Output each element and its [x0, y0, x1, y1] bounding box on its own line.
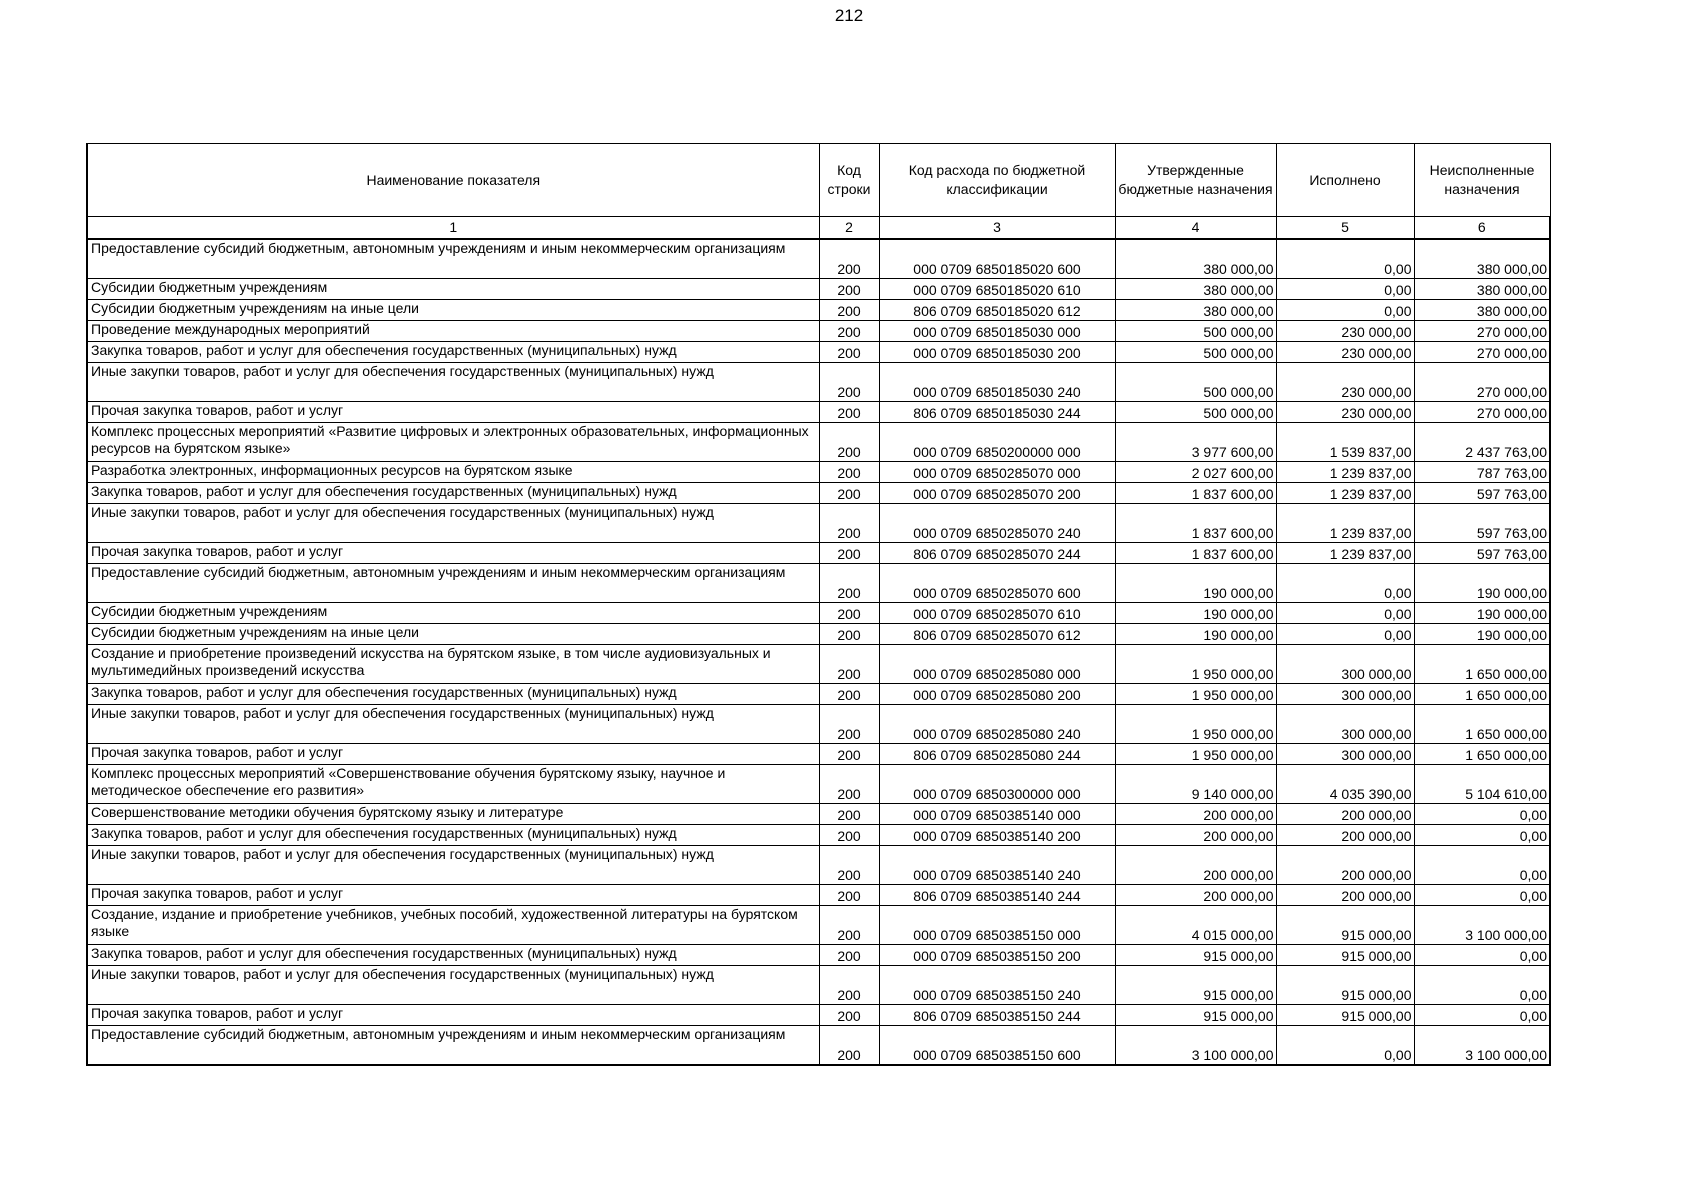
- indicator-name-cell: Предоставление субсидий бюджетным, автономным учреждениям и иным некоммерческим организациям: [87, 564, 819, 603]
- executed-amount-cell: 0,00: [1276, 279, 1414, 300]
- indicator-name-cell: Предоставление субсидий бюджетным, автономным учреждениям и иным некоммерческим организациям: [87, 239, 819, 279]
- table-row: [87, 705, 1550, 744]
- approved-amount-cell: 190 000,00: [1115, 564, 1276, 603]
- line-code-cell: 200: [819, 765, 879, 804]
- indicator-name-cell: Иные закупки товаров, работ и услуг для обеспечения государственных (муниципальных) нужд: [87, 504, 819, 543]
- approved-amount-cell: 3 977 600,00: [1115, 423, 1276, 462]
- line-code-cell: 200: [819, 483, 879, 504]
- indicator-name-cell: Иные закупки товаров, работ и услуг для обеспечения государственных (муниципальных) нужд: [87, 705, 819, 744]
- classification-code-cell: 000 0709 6850285080 240: [879, 705, 1115, 744]
- table-row: [87, 321, 1550, 342]
- table-row: [87, 825, 1550, 846]
- column-number: 6: [1414, 217, 1550, 240]
- approved-amount-cell: 380 000,00: [1115, 300, 1276, 321]
- classification-code-cell: 000 0709 6850385140 200: [879, 825, 1115, 846]
- unexecuted-amount-cell: 380 000,00: [1414, 300, 1550, 321]
- approved-amount-cell: 380 000,00: [1115, 239, 1276, 279]
- executed-amount-cell: 230 000,00: [1276, 363, 1414, 402]
- table-row: [87, 603, 1550, 624]
- approved-amount-cell: 915 000,00: [1115, 966, 1276, 1005]
- line-code-cell: 200: [819, 279, 879, 300]
- classification-code-cell: 806 0709 6850285080 244: [879, 744, 1115, 765]
- column-number: 1: [87, 217, 819, 240]
- executed-amount-cell: 4 035 390,00: [1276, 765, 1414, 804]
- executed-amount-cell: 200 000,00: [1276, 885, 1414, 906]
- unexecuted-amount-cell: 380 000,00: [1414, 239, 1550, 279]
- unexecuted-amount-cell: 787 763,00: [1414, 462, 1550, 483]
- line-code-cell: 200: [819, 543, 879, 564]
- table-row: [87, 966, 1550, 1005]
- line-code-cell: 200: [819, 321, 879, 342]
- classification-code-cell: 000 0709 6850285070 200: [879, 483, 1115, 504]
- indicator-name-cell: Создание и приобретение произведений искусства на бурятском языке, в том числе аудиовизуальных и мультимедийных произведений искусства: [87, 645, 819, 684]
- approved-amount-cell: 1 837 600,00: [1115, 543, 1276, 564]
- indicator-name-cell: Иные закупки товаров, работ и услуг для обеспечения государственных (муниципальных) нужд: [87, 363, 819, 402]
- classification-code-cell: 806 0709 6850385150 244: [879, 1005, 1115, 1026]
- classification-code-cell: 000 0709 6850385140 240: [879, 846, 1115, 885]
- unexecuted-amount-cell: 5 104 610,00: [1414, 765, 1550, 804]
- classification-code-cell: 000 0709 6850285070 000: [879, 462, 1115, 483]
- classification-code-cell: 806 0709 6850385140 244: [879, 885, 1115, 906]
- unexecuted-amount-cell: 0,00: [1414, 966, 1550, 1005]
- indicator-name-cell: Иные закупки товаров, работ и услуг для обеспечения государственных (муниципальных) нужд: [87, 966, 819, 1005]
- line-code-cell: 200: [819, 423, 879, 462]
- column-number: 3: [879, 217, 1115, 240]
- line-code-cell: 200: [819, 846, 879, 885]
- classification-code-cell: 000 0709 6850185020 610: [879, 279, 1115, 300]
- table-row: [87, 462, 1550, 483]
- classification-code-cell: 806 0709 6850285070 244: [879, 543, 1115, 564]
- table-row: [87, 1005, 1550, 1026]
- indicator-name-cell: Субсидии бюджетным учреждениям на иные цели: [87, 624, 819, 645]
- table-row: [87, 300, 1550, 321]
- column-number: 4: [1115, 217, 1276, 240]
- unexecuted-amount-cell: 270 000,00: [1414, 402, 1550, 423]
- classification-code-cell: 000 0709 6850285070 600: [879, 564, 1115, 603]
- unexecuted-amount-cell: 380 000,00: [1414, 279, 1550, 300]
- unexecuted-amount-cell: 597 763,00: [1414, 504, 1550, 543]
- approved-amount-cell: 200 000,00: [1115, 825, 1276, 846]
- executed-amount-cell: 200 000,00: [1276, 804, 1414, 825]
- executed-amount-cell: 0,00: [1276, 1026, 1414, 1066]
- indicator-name-cell: Субсидии бюджетным учреждениям: [87, 603, 819, 624]
- unexecuted-amount-cell: 0,00: [1414, 1005, 1550, 1026]
- executed-amount-cell: 915 000,00: [1276, 906, 1414, 945]
- table-row: [87, 846, 1550, 885]
- approved-amount-cell: 2 027 600,00: [1115, 462, 1276, 483]
- executed-amount-cell: 300 000,00: [1276, 684, 1414, 705]
- approved-amount-cell: 1 950 000,00: [1115, 705, 1276, 744]
- unexecuted-amount-cell: 1 650 000,00: [1414, 684, 1550, 705]
- line-code-cell: 200: [819, 462, 879, 483]
- executed-amount-cell: 0,00: [1276, 564, 1414, 603]
- indicator-name-cell: Закупка товаров, работ и услуг для обеспечения государственных (муниципальных) нужд: [87, 684, 819, 705]
- unexecuted-amount-cell: 190 000,00: [1414, 624, 1550, 645]
- unexecuted-amount-cell: 2 437 763,00: [1414, 423, 1550, 462]
- executed-amount-cell: 200 000,00: [1276, 825, 1414, 846]
- table-header: [87, 144, 1550, 240]
- executed-amount-cell: 0,00: [1276, 624, 1414, 645]
- classification-code-cell: 806 0709 6850185030 244: [879, 402, 1115, 423]
- table-row: [87, 885, 1550, 906]
- indicator-name-cell: Закупка товаров, работ и услуг для обеспечения государственных (муниципальных) нужд: [87, 945, 819, 966]
- indicator-name-cell: Предоставление субсидий бюджетным, автономным учреждениям и иным некоммерческим организациям: [87, 1026, 819, 1066]
- unexecuted-amount-cell: 270 000,00: [1414, 321, 1550, 342]
- executed-amount-cell: 230 000,00: [1276, 342, 1414, 363]
- executed-amount-cell: 230 000,00: [1276, 321, 1414, 342]
- approved-amount-cell: 200 000,00: [1115, 885, 1276, 906]
- indicator-name-cell: Прочая закупка товаров, работ и услуг: [87, 744, 819, 765]
- page-number: 212: [834, 6, 864, 25]
- approved-amount-cell: 915 000,00: [1115, 1005, 1276, 1026]
- indicator-name-cell: Закупка товаров, работ и услуг для обеспечения государственных (муниципальных) нужд: [87, 483, 819, 504]
- executed-amount-cell: 915 000,00: [1276, 1005, 1414, 1026]
- unexecuted-amount-cell: 190 000,00: [1414, 603, 1550, 624]
- executed-amount-cell: 0,00: [1276, 300, 1414, 321]
- classification-code-cell: 000 0709 6850185020 600: [879, 239, 1115, 279]
- line-code-cell: 200: [819, 645, 879, 684]
- unexecuted-amount-cell: 3 100 000,00: [1414, 906, 1550, 945]
- line-code-cell: 200: [819, 705, 879, 744]
- executed-amount-cell: 1 239 837,00: [1276, 462, 1414, 483]
- indicator-name-cell: Иные закупки товаров, работ и услуг для обеспечения государственных (муниципальных) нужд: [87, 846, 819, 885]
- line-code-cell: 200: [819, 885, 879, 906]
- indicator-name-cell: Прочая закупка товаров, работ и услуг: [87, 885, 819, 906]
- unexecuted-amount-cell: 0,00: [1414, 846, 1550, 885]
- classification-code-cell: 000 0709 6850385150 000: [879, 906, 1115, 945]
- approved-amount-cell: 3 100 000,00: [1115, 1026, 1276, 1066]
- classification-code-cell: 000 0709 6850185030 000: [879, 321, 1115, 342]
- column-number: 2: [819, 217, 879, 240]
- approved-amount-cell: 1 950 000,00: [1115, 684, 1276, 705]
- table-row: [87, 279, 1550, 300]
- line-code-cell: 200: [819, 363, 879, 402]
- header-executed: Исполнено: [1276, 144, 1414, 217]
- executed-amount-cell: 300 000,00: [1276, 645, 1414, 684]
- table-row: [87, 342, 1550, 363]
- table-body: [87, 239, 1550, 1065]
- indicator-name-cell: Совершенствование методики обучения бурятскому языку и литературе: [87, 804, 819, 825]
- approved-amount-cell: 1 950 000,00: [1115, 744, 1276, 765]
- classification-code-cell: 000 0709 6850300000 000: [879, 765, 1115, 804]
- executed-amount-cell: 200 000,00: [1276, 846, 1414, 885]
- table-row: [87, 483, 1550, 504]
- classification-code-cell: 000 0709 6850385150 240: [879, 966, 1115, 1005]
- table-row: [87, 564, 1550, 603]
- header-indicator-name: Наименование показателя: [87, 144, 819, 217]
- unexecuted-amount-cell: 1 650 000,00: [1414, 744, 1550, 765]
- unexecuted-amount-cell: 0,00: [1414, 804, 1550, 825]
- executed-amount-cell: 0,00: [1276, 603, 1414, 624]
- line-code-cell: 200: [819, 804, 879, 825]
- column-number-row: [87, 217, 1550, 240]
- indicator-name-cell: Субсидии бюджетным учреждениям: [87, 279, 819, 300]
- line-code-cell: 200: [819, 402, 879, 423]
- line-code-cell: 200: [819, 504, 879, 543]
- line-code-cell: 200: [819, 684, 879, 705]
- table-row: [87, 765, 1550, 804]
- indicator-name-cell: Комплекс процессных мероприятий «Развитие цифровых и электронных образовательных, информационных ресурсов на бурятском языке»: [87, 423, 819, 462]
- line-code-cell: 200: [819, 300, 879, 321]
- table-row: [87, 645, 1550, 684]
- classification-code-cell: 000 0709 6850185030 200: [879, 342, 1115, 363]
- approved-amount-cell: 915 000,00: [1115, 945, 1276, 966]
- classification-code-cell: 000 0709 6850285070 240: [879, 504, 1115, 543]
- approved-amount-cell: 200 000,00: [1115, 804, 1276, 825]
- header-row: [87, 144, 1550, 217]
- line-code-cell: 200: [819, 1005, 879, 1026]
- line-code-cell: 200: [819, 603, 879, 624]
- indicator-name-cell: Закупка товаров, работ и услуг для обеспечения государственных (муниципальных) нужд: [87, 825, 819, 846]
- line-code-cell: 200: [819, 624, 879, 645]
- executed-amount-cell: 1 539 837,00: [1276, 423, 1414, 462]
- unexecuted-amount-cell: 0,00: [1414, 885, 1550, 906]
- approved-amount-cell: 1 950 000,00: [1115, 645, 1276, 684]
- table-row: [87, 543, 1550, 564]
- indicator-name-cell: Создание, издание и приобретение учебников, учебных пособий, художественной литературы на бурятском языке: [87, 906, 819, 945]
- line-code-cell: 200: [819, 564, 879, 603]
- table-row: [87, 906, 1550, 945]
- unexecuted-amount-cell: 0,00: [1414, 825, 1550, 846]
- unexecuted-amount-cell: 1 650 000,00: [1414, 705, 1550, 744]
- line-code-cell: 200: [819, 966, 879, 1005]
- executed-amount-cell: 0,00: [1276, 239, 1414, 279]
- line-code-cell: 200: [819, 945, 879, 966]
- header-budget-classification: Код расхода по бюджетной классификации: [879, 144, 1115, 217]
- line-code-cell: 200: [819, 1026, 879, 1066]
- unexecuted-amount-cell: 270 000,00: [1414, 363, 1550, 402]
- executed-amount-cell: 230 000,00: [1276, 402, 1414, 423]
- indicator-name-cell: Закупка товаров, работ и услуг для обеспечения государственных (муниципальных) нужд: [87, 342, 819, 363]
- approved-amount-cell: 1 837 600,00: [1115, 483, 1276, 504]
- table-row: [87, 239, 1550, 279]
- classification-code-cell: 000 0709 6850385150 600: [879, 1026, 1115, 1066]
- header-approved: Утвержденные бюджетные назначения: [1115, 144, 1276, 217]
- unexecuted-amount-cell: 190 000,00: [1414, 564, 1550, 603]
- unexecuted-amount-cell: 270 000,00: [1414, 342, 1550, 363]
- indicator-name-cell: Разработка электронных, информационных ресурсов на бурятском языке: [87, 462, 819, 483]
- classification-code-cell: 000 0709 6850285080 000: [879, 645, 1115, 684]
- column-number: 5: [1276, 217, 1414, 240]
- table-row: [87, 804, 1550, 825]
- line-code-cell: 200: [819, 906, 879, 945]
- classification-code-cell: 000 0709 6850385150 200: [879, 945, 1115, 966]
- approved-amount-cell: 4 015 000,00: [1115, 906, 1276, 945]
- approved-amount-cell: 190 000,00: [1115, 624, 1276, 645]
- table-row: [87, 363, 1550, 402]
- executed-amount-cell: 915 000,00: [1276, 945, 1414, 966]
- unexecuted-amount-cell: 0,00: [1414, 945, 1550, 966]
- approved-amount-cell: 500 000,00: [1115, 342, 1276, 363]
- executed-amount-cell: 1 239 837,00: [1276, 504, 1414, 543]
- classification-code-cell: 806 0709 6850285070 612: [879, 624, 1115, 645]
- executed-amount-cell: 915 000,00: [1276, 966, 1414, 1005]
- executed-amount-cell: 300 000,00: [1276, 705, 1414, 744]
- line-code-cell: 200: [819, 342, 879, 363]
- header-line-code: Код строки: [819, 144, 879, 217]
- line-code-cell: 200: [819, 239, 879, 279]
- classification-code-cell: 000 0709 6850385140 000: [879, 804, 1115, 825]
- unexecuted-amount-cell: 1 650 000,00: [1414, 645, 1550, 684]
- approved-amount-cell: 380 000,00: [1115, 279, 1276, 300]
- table-row: [87, 684, 1550, 705]
- header-unexecuted: Неисполненные назначения: [1414, 144, 1550, 217]
- line-code-cell: 200: [819, 825, 879, 846]
- approved-amount-cell: 500 000,00: [1115, 321, 1276, 342]
- approved-amount-cell: 500 000,00: [1115, 402, 1276, 423]
- indicator-name-cell: Прочая закупка товаров, работ и услуг: [87, 402, 819, 423]
- executed-amount-cell: 300 000,00: [1276, 744, 1414, 765]
- table-row: [87, 423, 1550, 462]
- unexecuted-amount-cell: 597 763,00: [1414, 483, 1550, 504]
- approved-amount-cell: 1 837 600,00: [1115, 504, 1276, 543]
- unexecuted-amount-cell: 597 763,00: [1414, 543, 1550, 564]
- classification-code-cell: 000 0709 6850200000 000: [879, 423, 1115, 462]
- classification-code-cell: 806 0709 6850185020 612: [879, 300, 1115, 321]
- table-row: [87, 744, 1550, 765]
- unexecuted-amount-cell: 3 100 000,00: [1414, 1026, 1550, 1066]
- table-row: [87, 402, 1550, 423]
- table-row: [87, 504, 1550, 543]
- table-row: [87, 624, 1550, 645]
- executed-amount-cell: 1 239 837,00: [1276, 483, 1414, 504]
- executed-amount-cell: 1 239 837,00: [1276, 543, 1414, 564]
- indicator-name-cell: Прочая закупка товаров, работ и услуг: [87, 1005, 819, 1026]
- classification-code-cell: 000 0709 6850285080 200: [879, 684, 1115, 705]
- indicator-name-cell: Проведение международных мероприятий: [87, 321, 819, 342]
- approved-amount-cell: 500 000,00: [1115, 363, 1276, 402]
- indicator-name-cell: Субсидии бюджетным учреждениям на иные цели: [87, 300, 819, 321]
- approved-amount-cell: 200 000,00: [1115, 846, 1276, 885]
- budget-execution-table: [86, 143, 1551, 1066]
- classification-code-cell: 000 0709 6850285070 610: [879, 603, 1115, 624]
- approved-amount-cell: 190 000,00: [1115, 603, 1276, 624]
- table-row: [87, 1026, 1550, 1066]
- classification-code-cell: 000 0709 6850185030 240: [879, 363, 1115, 402]
- line-code-cell: 200: [819, 744, 879, 765]
- indicator-name-cell: Прочая закупка товаров, работ и услуг: [87, 543, 819, 564]
- table-row: [87, 945, 1550, 966]
- approved-amount-cell: 9 140 000,00: [1115, 765, 1276, 804]
- indicator-name-cell: Комплекс процессных мероприятий «Совершенствование обучения бурятскому языку, научное и методическое обеспечение его развития»: [87, 765, 819, 804]
